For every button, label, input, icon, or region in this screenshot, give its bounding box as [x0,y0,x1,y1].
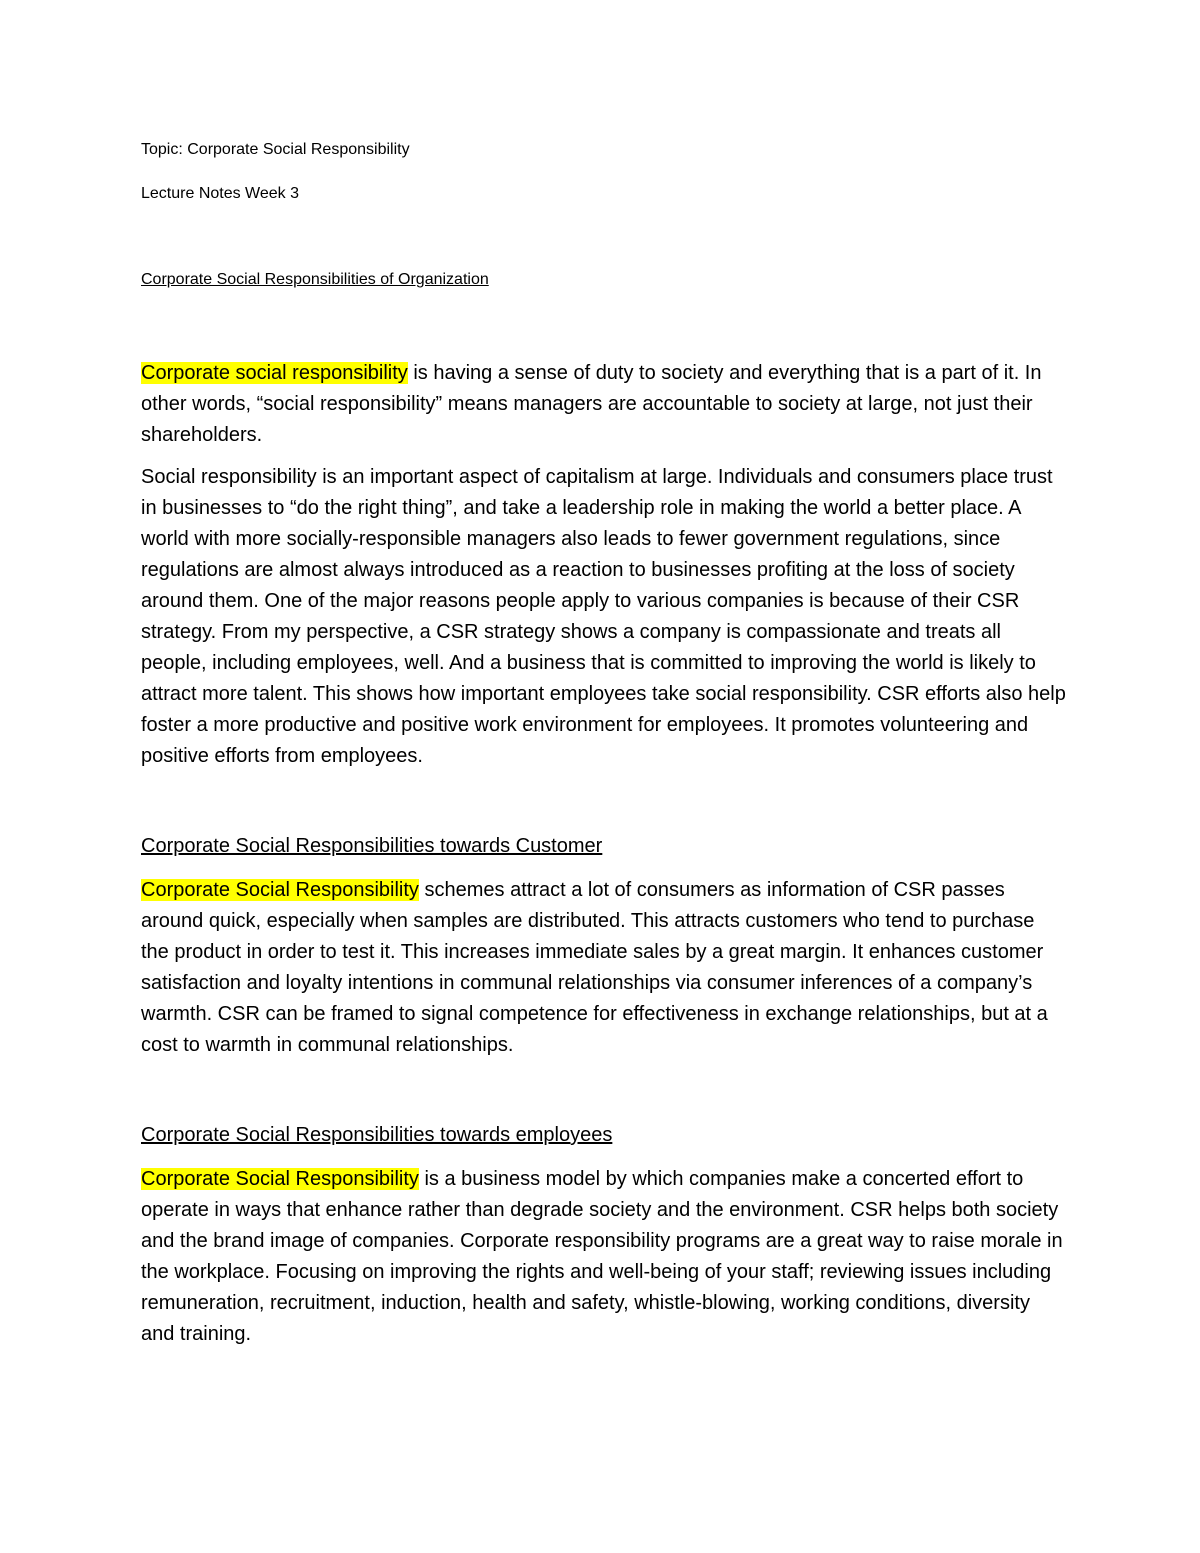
paragraph-csr-definition [141,358,1066,451]
paragraph-text: Social responsibility is an important aspect of capitalism at large. Individuals and consumers place trust in businesses to “do the right thing”, and take a leadership role in making the world a better place. A world with more socially-responsible managers also leads to fewer government regulations, since regulations are almost always introduced as a reaction to businesses profiting at the loss of society around them. One of the major reasons people apply to various companies is because of their CSR strategy. From my perspective, a CSR strategy shows a company is compassionate and treats all people, including employees, well. And a business that is committed to improving the world is likely to attract more talent. This shows how important employees take social responsibility. CSR efforts also help foster a more productive and positive work environment for employees. It promotes volunteering and positive efforts from employees. [141,466,1066,767]
paragraph-text: is having a sense of duty to society and everything that is a part of it. In other words, “social responsibility” means managers are accountable to society at large, not just their shareholders. [141,362,1042,446]
section-heading-customer: Corporate Social Responsibilities towards Customer [141,835,603,857]
highlighted-term: Corporate Social Responsibility [141,1168,419,1190]
paragraph-csr-employees [141,1164,1066,1350]
highlighted-term: Corporate social responsibility [141,362,408,384]
highlighted-term: Corporate Social Responsibility [141,879,419,901]
lecture-line: Lecture Notes Week 3 [141,185,300,202]
topic-line: Topic: Corporate Social Responsibility [141,141,410,158]
paragraph-text: schemes attract a lot of consumers as information of CSR passes around quick, especially when samples are distributed. This attracts customers who tend to purchase the product in order to test it. This increases immediate sales by a great margin. It enhances customer satisfaction and loyalty intentions in communal relationships via consumer inferences of a company’s warmth. CSR can be framed to signal competence for effectiveness in exchange relationships, but at a cost to warmth in communal relationships. [141,879,1048,1056]
section-heading-employees: Corporate Social Responsibilities towards employees [141,1124,613,1146]
section-heading-organization: Corporate Social Responsibilities of Organization [141,271,489,288]
paragraph-csr-customer [141,875,1066,1061]
document-body [141,140,1066,1361]
paragraph-text: is a business model by which companies make a concerted effort to operate in ways that enhance rather than degrade society and the environment. CSR helps both society and the brand image of companies. Corporate responsibility programs are a great way to raise morale in the workplace. Focusing on improving the rights and well-being of your staff; reviewing issues including remuneration, recruitment, induction, health and safety, whistle-blowing, working conditions, diversity and training. [141,1168,1063,1345]
paragraph-csr-importance [141,462,1066,772]
